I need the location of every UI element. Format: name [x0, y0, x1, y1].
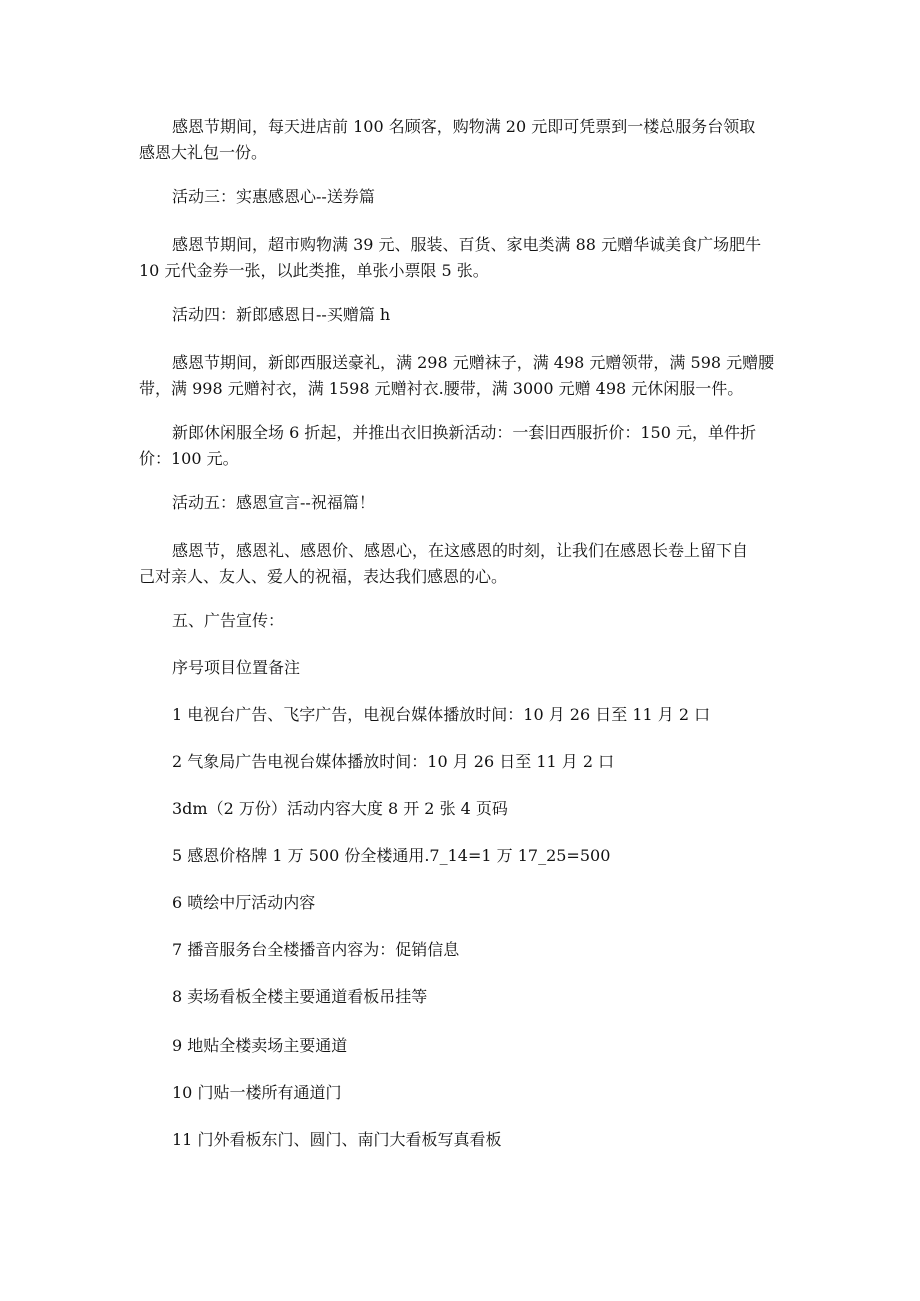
list-item [172, 890, 812, 916]
list-item [172, 1127, 812, 1153]
list-item [172, 1080, 812, 1106]
heading-advertising [172, 608, 812, 634]
paragraph-gift-package [139, 114, 812, 166]
text-line: 7 播音服务台全楼播音内容为：促销信息 [172, 940, 460, 959]
list-item [172, 702, 812, 728]
text-line: 11 门外看板东门、圆门、南门大看板写真看板 [172, 1130, 502, 1149]
heading-activity-three [172, 184, 812, 210]
text-line: 活动四：新郎感恩日--买赠篇 h [172, 305, 391, 324]
list-item [172, 843, 812, 869]
paragraph-suit-gifts [139, 350, 812, 402]
text-line: 3dm（2 万份）活动内容大度 8 开 2 张 4 页码 [172, 799, 508, 818]
paragraph-trade-in [139, 420, 812, 472]
text-line: 感恩节期间，超市购物满 39 元、服装、百货、家电类满 88 元赠华诚美食广场肥牛 [172, 235, 762, 254]
text-line: 序号项目位置备注 [172, 658, 301, 677]
text-line: 感恩节期间，每天进店前 100 名顾客，购物满 20 元即可凭票到一楼总服务台领取 [172, 117, 756, 136]
paragraph-blessing [139, 538, 812, 590]
list-item [172, 749, 812, 775]
text-line: 感恩节期间，新郎西服送豪礼，满 298 元赠袜子，满 498 元赠领带，满 598 元赠腰 [172, 353, 775, 372]
text-line: 价：100 元。 [139, 449, 239, 468]
paragraph-coupon [139, 232, 812, 284]
text-line: 新郎休闲服全场 6 折起，并推出衣旧换新活动：一套旧西服折价：150 元，单件折 [172, 423, 756, 442]
list-item [172, 1033, 812, 1059]
text-line: 9 地贴全楼卖场主要通道 [172, 1036, 348, 1055]
text-line: 1 电视台广告、飞字广告，电视台媒体播放时间：10 月 26 日至 11 月 2 口 [172, 705, 711, 724]
list-item [172, 796, 812, 822]
text-line: 带，满 998 元赠衬衣，满 1598 元赠衬衣.腰带，满 3000 元赠 498 元休闲服一件。 [139, 379, 744, 398]
list-item [172, 984, 812, 1010]
list-header [172, 655, 812, 681]
text-line: 活动三：实惠感恩心--送券篇 [172, 187, 375, 206]
heading-activity-five [172, 490, 812, 516]
heading-activity-four [172, 302, 812, 328]
text-line: 2 气象局广告电视台媒体播放时间：10 月 26 日至 11 月 2 口 [172, 752, 615, 771]
text-line: 感恩节，感恩礼、感恩价、感恩心，在这感恩的时刻，让我们在感恩长卷上留下自 [172, 541, 749, 560]
text-line: 5 感恩价格牌 1 万 500 份全楼通用.7_14=1 万 17_25=500 [172, 846, 611, 865]
text-line: 10 门贴一楼所有通道门 [172, 1083, 342, 1102]
text-line: 10 元代金券一张，以此类推，单张小票限 5 张。 [139, 261, 489, 280]
text-line: 五、广告宣传： [172, 611, 285, 630]
text-line: 活动五：感恩宣言--祝福篇！ [172, 493, 375, 512]
text-line: 感恩大礼包一份。 [139, 143, 268, 162]
text-line: 8 卖场看板全楼主要通道看板吊挂等 [172, 987, 428, 1006]
text-line: 己对亲人、友人、爱人的祝福，表达我们感恩的心。 [139, 567, 508, 586]
text-line: 6 喷绘中厅活动内容 [172, 893, 316, 912]
list-item [172, 937, 812, 963]
